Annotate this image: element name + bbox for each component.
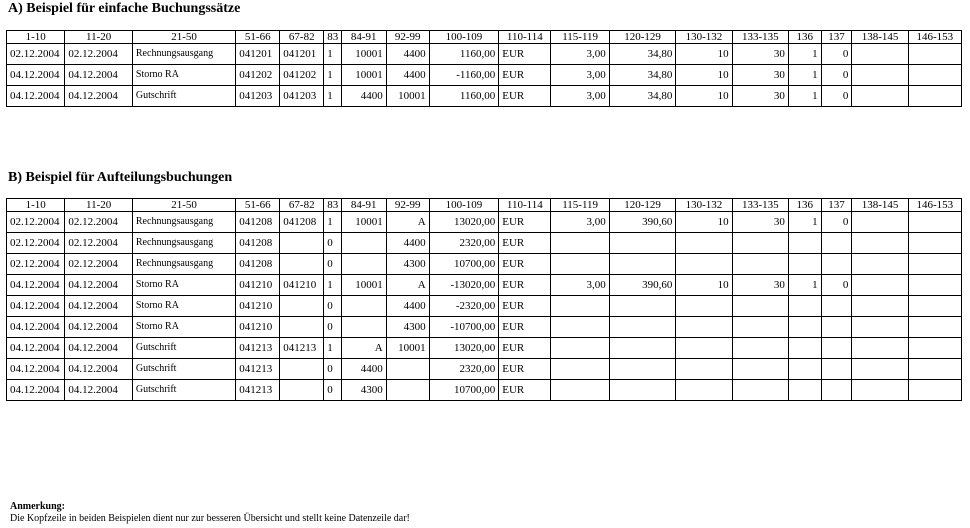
table-cell: 30 [732, 44, 788, 65]
table-cell [788, 338, 821, 359]
column-header: 100-109 [429, 199, 499, 212]
column-header: 83 [324, 199, 341, 212]
section-a-title: A) Beispiel für einfache Buchungssätze [8, 1, 241, 16]
table-cell: 3,00 [551, 212, 609, 233]
table-cell: 1160,00 [429, 44, 499, 65]
table-row [7, 380, 962, 401]
column-header: 67-82 [280, 31, 324, 44]
table-cell: Storno RA [132, 296, 235, 317]
table-cell [821, 254, 852, 275]
column-header: 51-66 [236, 199, 280, 212]
table-cell [732, 233, 788, 254]
table-cell: A [341, 338, 386, 359]
table-cell [788, 380, 821, 401]
table-cell: 1 [324, 275, 341, 296]
table-cell: A [386, 275, 429, 296]
table-cell: 10001 [341, 65, 386, 86]
table-cell: 04.12.2004 [7, 317, 65, 338]
table-cell: 0 [324, 296, 341, 317]
table-cell [732, 338, 788, 359]
table-cell: EUR [499, 86, 551, 107]
table-cell: 04.12.2004 [65, 275, 133, 296]
table-cell [852, 296, 908, 317]
table-cell: EUR [499, 254, 551, 275]
table-cell [280, 254, 324, 275]
table-cell: 3,00 [551, 275, 609, 296]
table-cell: Storno RA [132, 65, 235, 86]
table-cell [341, 296, 386, 317]
table-cell: 0 [324, 254, 341, 275]
column-header: 120-129 [609, 199, 676, 212]
table-row [7, 317, 962, 338]
table-cell: 0 [821, 212, 852, 233]
table-cell: 34,80 [609, 44, 676, 65]
table-cell: 1 [324, 338, 341, 359]
table-cell: 04.12.2004 [7, 359, 65, 380]
table-cell: EUR [499, 359, 551, 380]
table-cell [788, 296, 821, 317]
table-cell: 04.12.2004 [7, 275, 65, 296]
table-simple-bookings [6, 30, 962, 107]
table-cell [732, 380, 788, 401]
column-header: 84-91 [341, 199, 386, 212]
table-cell: 04.12.2004 [65, 380, 133, 401]
table-cell: 2320,00 [429, 359, 499, 380]
table-cell [280, 380, 324, 401]
column-header: 130-132 [676, 199, 732, 212]
table-cell: 10 [676, 65, 732, 86]
table-cell: -2320,00 [429, 296, 499, 317]
table-cell: -13020,00 [429, 275, 499, 296]
column-header: 100-109 [429, 31, 499, 44]
column-header: 138-145 [852, 31, 908, 44]
table-cell [908, 44, 961, 65]
table-cell [676, 254, 732, 275]
column-header: 51-66 [236, 31, 280, 44]
table-cell: EUR [499, 338, 551, 359]
table-cell: 0 [324, 317, 341, 338]
table-cell: 04.12.2004 [65, 65, 133, 86]
table-cell: Rechnungsausgang [132, 212, 235, 233]
table-cell: 10 [676, 212, 732, 233]
table-cell [852, 212, 908, 233]
section-b-title: B) Beispiel für Aufteilungsbuchungen [8, 170, 233, 185]
table-cell: 041201 [280, 44, 324, 65]
table-cell [551, 317, 609, 338]
table-cell [676, 338, 732, 359]
table-cell [852, 86, 908, 107]
table-cell [852, 380, 908, 401]
column-header: 133-135 [732, 31, 788, 44]
column-header: 67-82 [280, 199, 324, 212]
table-cell [788, 254, 821, 275]
table-cell [732, 296, 788, 317]
table-cell: 0 [324, 380, 341, 401]
table-cell: 10 [676, 275, 732, 296]
table-cell [821, 359, 852, 380]
column-header: 136 [788, 199, 821, 212]
table-cell: 10700,00 [429, 380, 499, 401]
table-cell [732, 254, 788, 275]
table-cell [551, 380, 609, 401]
table-cell [676, 359, 732, 380]
table-cell: 02.12.2004 [65, 233, 133, 254]
table-cell: 041213 [236, 338, 280, 359]
table-cell: Rechnungsausgang [132, 254, 235, 275]
table-cell: 041208 [236, 254, 280, 275]
table-cell: 10001 [341, 275, 386, 296]
table-cell [788, 233, 821, 254]
table-cell: 3,00 [551, 86, 609, 107]
table-cell [821, 380, 852, 401]
table-cell [609, 338, 676, 359]
table-cell [386, 380, 429, 401]
table-cell: 1 [788, 65, 821, 86]
table-row [7, 212, 962, 233]
table-cell: 1 [324, 212, 341, 233]
table-cell: 4400 [386, 44, 429, 65]
table-cell: 04.12.2004 [65, 338, 133, 359]
table-cell: 041210 [236, 296, 280, 317]
table-cell: 1 [324, 65, 341, 86]
table-cell: 1160,00 [429, 86, 499, 107]
table-cell [908, 86, 961, 107]
column-header: 130-132 [676, 31, 732, 44]
table-row [7, 86, 962, 107]
table-cell: 041210 [236, 275, 280, 296]
table-cell: -10700,00 [429, 317, 499, 338]
table-cell: 02.12.2004 [7, 44, 65, 65]
table-cell [908, 275, 961, 296]
table-cell: 041213 [236, 359, 280, 380]
table-row [7, 65, 962, 86]
table-cell [609, 233, 676, 254]
table-cell [908, 254, 961, 275]
table-cell: Gutschrift [132, 380, 235, 401]
table-cell: Storno RA [132, 275, 235, 296]
column-header: 1-10 [7, 31, 65, 44]
table-cell: 02.12.2004 [65, 212, 133, 233]
column-header: 120-129 [609, 31, 676, 44]
table-cell [676, 233, 732, 254]
table-cell [908, 380, 961, 401]
table-cell: 04.12.2004 [65, 317, 133, 338]
table-cell [852, 65, 908, 86]
table-cell: 041208 [236, 212, 280, 233]
table-cell [676, 380, 732, 401]
table-cell [280, 359, 324, 380]
table-cell [852, 233, 908, 254]
table-cell: 4400 [386, 296, 429, 317]
table-cell [908, 65, 961, 86]
column-header: 11-20 [65, 199, 133, 212]
table-cell: 3,00 [551, 65, 609, 86]
column-header: 84-91 [341, 31, 386, 44]
column-header: 21-50 [132, 31, 235, 44]
table-cell [908, 338, 961, 359]
table-cell: 34,80 [609, 86, 676, 107]
table-cell [280, 233, 324, 254]
table-cell [551, 233, 609, 254]
table-cell [551, 338, 609, 359]
table-cell: 10001 [386, 338, 429, 359]
table-cell: 0 [324, 359, 341, 380]
column-header: 11-20 [65, 31, 133, 44]
table-cell: 13020,00 [429, 338, 499, 359]
table-cell [821, 338, 852, 359]
table-cell: 4400 [341, 86, 386, 107]
table-cell [821, 317, 852, 338]
table-cell [852, 359, 908, 380]
table-cell: Gutschrift [132, 359, 235, 380]
table-cell: 1 [324, 86, 341, 107]
table-cell [908, 317, 961, 338]
table-cell [788, 359, 821, 380]
table-cell: Gutschrift [132, 338, 235, 359]
table-cell: EUR [499, 317, 551, 338]
table-cell: 390,60 [609, 275, 676, 296]
table-cell: 4400 [386, 65, 429, 86]
table-cell: 4300 [341, 380, 386, 401]
table-cell [341, 254, 386, 275]
table-cell: 041202 [280, 65, 324, 86]
table-cell: 04.12.2004 [65, 359, 133, 380]
note-title: Anmerkung: [10, 501, 66, 512]
table-cell [908, 212, 961, 233]
table-split-bookings [6, 198, 962, 401]
table-cell [908, 233, 961, 254]
table-cell: EUR [499, 212, 551, 233]
column-header: 137 [821, 31, 852, 44]
table-cell: 4400 [341, 359, 386, 380]
table-cell: 04.12.2004 [65, 296, 133, 317]
table-cell: 30 [732, 86, 788, 107]
header-row [7, 199, 962, 212]
table-cell: 10700,00 [429, 254, 499, 275]
note [10, 501, 410, 525]
table-cell: 30 [732, 65, 788, 86]
table-cell [609, 359, 676, 380]
table-cell: 13020,00 [429, 212, 499, 233]
column-header: 115-119 [551, 31, 609, 44]
table-cell [341, 233, 386, 254]
table-cell: 0 [821, 275, 852, 296]
table-cell: 041201 [236, 44, 280, 65]
table-cell: 041213 [280, 338, 324, 359]
table-cell: -1160,00 [429, 65, 499, 86]
table-cell [609, 296, 676, 317]
table-cell [908, 296, 961, 317]
column-header: 136 [788, 31, 821, 44]
table-cell: 041202 [236, 65, 280, 86]
table-cell: 30 [732, 212, 788, 233]
table-cell [852, 275, 908, 296]
note-text: Die Kopfzeile in beiden Beispielen dient nur zur besseren Übersicht und stellt keine Datenzeile dar! [10, 513, 410, 524]
table-cell [908, 359, 961, 380]
table-cell: Storno RA [132, 317, 235, 338]
table-cell [788, 317, 821, 338]
table-cell: 1 [788, 86, 821, 107]
table-cell [821, 296, 852, 317]
column-header: 137 [821, 199, 852, 212]
table-cell [821, 233, 852, 254]
table-cell: 0 [324, 233, 341, 254]
table-cell: 04.12.2004 [65, 86, 133, 107]
table-cell: A [386, 212, 429, 233]
table-row [7, 44, 962, 65]
table-row [7, 275, 962, 296]
table-cell: 04.12.2004 [7, 380, 65, 401]
table-cell: 10001 [341, 212, 386, 233]
table-cell: Gutschrift [132, 86, 235, 107]
table-cell: 02.12.2004 [7, 254, 65, 275]
table-cell: 30 [732, 275, 788, 296]
table-cell [852, 338, 908, 359]
table-row [7, 359, 962, 380]
table-cell: 04.12.2004 [7, 65, 65, 86]
table-cell: 02.12.2004 [65, 44, 133, 65]
table-cell [852, 44, 908, 65]
table-cell: 041208 [280, 212, 324, 233]
column-header: 110-114 [499, 31, 551, 44]
column-header: 138-145 [852, 199, 908, 212]
table-cell: 10 [676, 86, 732, 107]
table-cell: EUR [499, 233, 551, 254]
column-header: 92-99 [386, 199, 429, 212]
table-cell: 04.12.2004 [7, 296, 65, 317]
table-cell: 041210 [280, 275, 324, 296]
table-cell: 04.12.2004 [7, 86, 65, 107]
table-cell [280, 317, 324, 338]
table-cell: EUR [499, 44, 551, 65]
table-cell: 1 [324, 44, 341, 65]
column-header: 110-114 [499, 199, 551, 212]
table-cell: 2320,00 [429, 233, 499, 254]
column-header: 115-119 [551, 199, 609, 212]
table-cell: Rechnungsausgang [132, 233, 235, 254]
table-row [7, 233, 962, 254]
table-cell: 0 [821, 44, 852, 65]
table-cell: 041203 [280, 86, 324, 107]
header-row [7, 31, 962, 44]
table-cell [551, 254, 609, 275]
table-cell [386, 359, 429, 380]
table-cell [732, 359, 788, 380]
column-header: 92-99 [386, 31, 429, 44]
table-cell: EUR [499, 65, 551, 86]
column-header: 133-135 [732, 199, 788, 212]
table-cell: 10001 [386, 86, 429, 107]
table-cell: 02.12.2004 [7, 212, 65, 233]
table-cell [551, 359, 609, 380]
table-cell: 4400 [386, 233, 429, 254]
table-cell: Rechnungsausgang [132, 44, 235, 65]
table-cell [676, 317, 732, 338]
table-cell [551, 296, 609, 317]
table-cell: 4300 [386, 317, 429, 338]
table-cell [852, 254, 908, 275]
column-header: 83 [324, 31, 341, 44]
table-cell [609, 254, 676, 275]
table-cell: 041203 [236, 86, 280, 107]
table-cell [609, 380, 676, 401]
table-cell: EUR [499, 275, 551, 296]
table-cell: 1 [788, 275, 821, 296]
table-cell: 02.12.2004 [65, 254, 133, 275]
table-cell: 3,00 [551, 44, 609, 65]
table-row [7, 338, 962, 359]
table-cell: 10 [676, 44, 732, 65]
table-cell: 0 [821, 65, 852, 86]
table-cell: 041213 [236, 380, 280, 401]
table-cell: 1 [788, 44, 821, 65]
table-cell [852, 317, 908, 338]
table-cell: 041208 [236, 233, 280, 254]
table-cell: 041210 [236, 317, 280, 338]
table-cell [676, 296, 732, 317]
column-header: 146-153 [908, 199, 961, 212]
table-cell: 390,60 [609, 212, 676, 233]
table-cell: EUR [499, 296, 551, 317]
table-cell: 0 [821, 86, 852, 107]
table-cell [280, 296, 324, 317]
table-cell: 34,80 [609, 65, 676, 86]
table-row [7, 296, 962, 317]
table-cell: EUR [499, 380, 551, 401]
column-header: 21-50 [132, 199, 235, 212]
table-cell [341, 317, 386, 338]
table-cell: 04.12.2004 [7, 338, 65, 359]
column-header: 146-153 [908, 31, 961, 44]
column-header: 1-10 [7, 199, 65, 212]
table-cell [609, 317, 676, 338]
table-row [7, 254, 962, 275]
table-cell: 4300 [386, 254, 429, 275]
table-cell [732, 317, 788, 338]
table-cell: 02.12.2004 [7, 233, 65, 254]
table-cell: 1 [788, 212, 821, 233]
table-cell: 10001 [341, 44, 386, 65]
